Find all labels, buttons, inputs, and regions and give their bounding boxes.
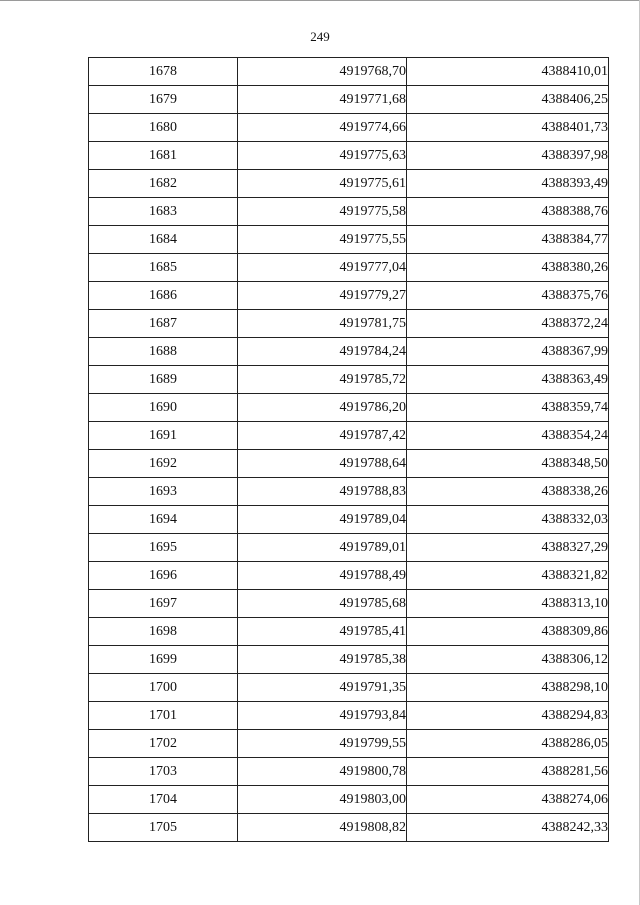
x-coordinate-cell: 4919768,70 (238, 58, 407, 86)
y-coordinate-cell: 4388327,29 (407, 534, 609, 562)
point-number-cell: 1703 (89, 758, 238, 786)
point-number-cell: 1690 (89, 394, 238, 422)
x-coordinate-cell: 4919791,35 (238, 674, 407, 702)
table-row (89, 562, 609, 590)
table-row (89, 758, 609, 786)
table-row (89, 338, 609, 366)
x-coordinate-cell: 4919786,20 (238, 394, 407, 422)
point-number-cell: 1695 (89, 534, 238, 562)
table-row (89, 506, 609, 534)
y-coordinate-cell: 4388306,12 (407, 646, 609, 674)
x-coordinate-cell: 4919800,78 (238, 758, 407, 786)
table-row (89, 282, 609, 310)
point-number-cell: 1693 (89, 478, 238, 506)
table-row (89, 814, 609, 842)
x-coordinate-cell: 4919777,04 (238, 254, 407, 282)
x-coordinate-cell: 4919789,04 (238, 506, 407, 534)
point-number-cell: 1702 (89, 730, 238, 758)
y-coordinate-cell: 4388309,86 (407, 618, 609, 646)
y-coordinate-cell: 4388354,24 (407, 422, 609, 450)
x-coordinate-cell: 4919808,82 (238, 814, 407, 842)
point-number-cell: 1691 (89, 422, 238, 450)
table-row (89, 646, 609, 674)
x-coordinate-cell: 4919775,61 (238, 170, 407, 198)
point-number-cell: 1696 (89, 562, 238, 590)
point-number-cell: 1687 (89, 310, 238, 338)
y-coordinate-cell: 4388338,26 (407, 478, 609, 506)
x-coordinate-cell: 4919793,84 (238, 702, 407, 730)
point-number-cell: 1700 (89, 674, 238, 702)
y-coordinate-cell: 4388313,10 (407, 590, 609, 618)
table-row (89, 590, 609, 618)
x-coordinate-cell: 4919785,72 (238, 366, 407, 394)
x-coordinate-cell: 4919803,00 (238, 786, 407, 814)
x-coordinate-cell: 4919787,42 (238, 422, 407, 450)
y-coordinate-cell: 4388242,33 (407, 814, 609, 842)
y-coordinate-cell: 4388298,10 (407, 674, 609, 702)
y-coordinate-cell: 4388397,98 (407, 142, 609, 170)
x-coordinate-cell: 4919781,75 (238, 310, 407, 338)
table-row (89, 674, 609, 702)
coordinates-table-body (89, 58, 609, 842)
point-number-cell: 1705 (89, 814, 238, 842)
y-coordinate-cell: 4388294,83 (407, 702, 609, 730)
y-coordinate-cell: 4388332,03 (407, 506, 609, 534)
point-number-cell: 1685 (89, 254, 238, 282)
x-coordinate-cell: 4919785,38 (238, 646, 407, 674)
y-coordinate-cell: 4388401,73 (407, 114, 609, 142)
x-coordinate-cell: 4919784,24 (238, 338, 407, 366)
point-number-cell: 1681 (89, 142, 238, 170)
table-row (89, 534, 609, 562)
point-number-cell: 1694 (89, 506, 238, 534)
coordinates-table (88, 57, 609, 842)
table-row (89, 450, 609, 478)
table-row (89, 422, 609, 450)
y-coordinate-cell: 4388406,25 (407, 86, 609, 114)
x-coordinate-cell: 4919785,68 (238, 590, 407, 618)
table-row (89, 226, 609, 254)
x-coordinate-cell: 4919789,01 (238, 534, 407, 562)
point-number-cell: 1697 (89, 590, 238, 618)
point-number-cell: 1701 (89, 702, 238, 730)
x-coordinate-cell: 4919788,49 (238, 562, 407, 590)
point-number-cell: 1683 (89, 198, 238, 226)
x-coordinate-cell: 4919788,83 (238, 478, 407, 506)
table-row (89, 478, 609, 506)
point-number-cell: 1692 (89, 450, 238, 478)
table-row (89, 730, 609, 758)
point-number-cell: 1686 (89, 282, 238, 310)
x-coordinate-cell: 4919774,66 (238, 114, 407, 142)
table-row (89, 198, 609, 226)
y-coordinate-cell: 4388281,56 (407, 758, 609, 786)
y-coordinate-cell: 4388286,05 (407, 730, 609, 758)
scan-edge-top (0, 0, 640, 1)
y-coordinate-cell: 4388359,74 (407, 394, 609, 422)
table-row (89, 86, 609, 114)
table-row (89, 58, 609, 86)
x-coordinate-cell: 4919799,55 (238, 730, 407, 758)
table-row (89, 702, 609, 730)
x-coordinate-cell: 4919785,41 (238, 618, 407, 646)
x-coordinate-cell: 4919771,68 (238, 86, 407, 114)
point-number-cell: 1682 (89, 170, 238, 198)
table-row (89, 618, 609, 646)
y-coordinate-cell: 4388372,24 (407, 310, 609, 338)
y-coordinate-cell: 4388388,76 (407, 198, 609, 226)
table-row (89, 170, 609, 198)
table-row (89, 786, 609, 814)
y-coordinate-cell: 4388274,06 (407, 786, 609, 814)
y-coordinate-cell: 4388348,50 (407, 450, 609, 478)
point-number-cell: 1684 (89, 226, 238, 254)
y-coordinate-cell: 4388380,26 (407, 254, 609, 282)
point-number-cell: 1689 (89, 366, 238, 394)
y-coordinate-cell: 4388363,49 (407, 366, 609, 394)
y-coordinate-cell: 4388367,99 (407, 338, 609, 366)
table-row (89, 310, 609, 338)
x-coordinate-cell: 4919775,58 (238, 198, 407, 226)
point-number-cell: 1679 (89, 86, 238, 114)
point-number-cell: 1678 (89, 58, 238, 86)
table-row (89, 142, 609, 170)
point-number-cell: 1704 (89, 786, 238, 814)
x-coordinate-cell: 4919779,27 (238, 282, 407, 310)
point-number-cell: 1688 (89, 338, 238, 366)
y-coordinate-cell: 4388375,76 (407, 282, 609, 310)
x-coordinate-cell: 4919775,63 (238, 142, 407, 170)
y-coordinate-cell: 4388410,01 (407, 58, 609, 86)
point-number-cell: 1698 (89, 618, 238, 646)
x-coordinate-cell: 4919775,55 (238, 226, 407, 254)
table-row (89, 114, 609, 142)
x-coordinate-cell: 4919788,64 (238, 450, 407, 478)
point-number-cell: 1680 (89, 114, 238, 142)
table-row (89, 366, 609, 394)
y-coordinate-cell: 4388393,49 (407, 170, 609, 198)
page-number: 249 (310, 29, 330, 44)
table-row (89, 394, 609, 422)
table-row (89, 254, 609, 282)
y-coordinate-cell: 4388384,77 (407, 226, 609, 254)
y-coordinate-cell: 4388321,82 (407, 562, 609, 590)
point-number-cell: 1699 (89, 646, 238, 674)
